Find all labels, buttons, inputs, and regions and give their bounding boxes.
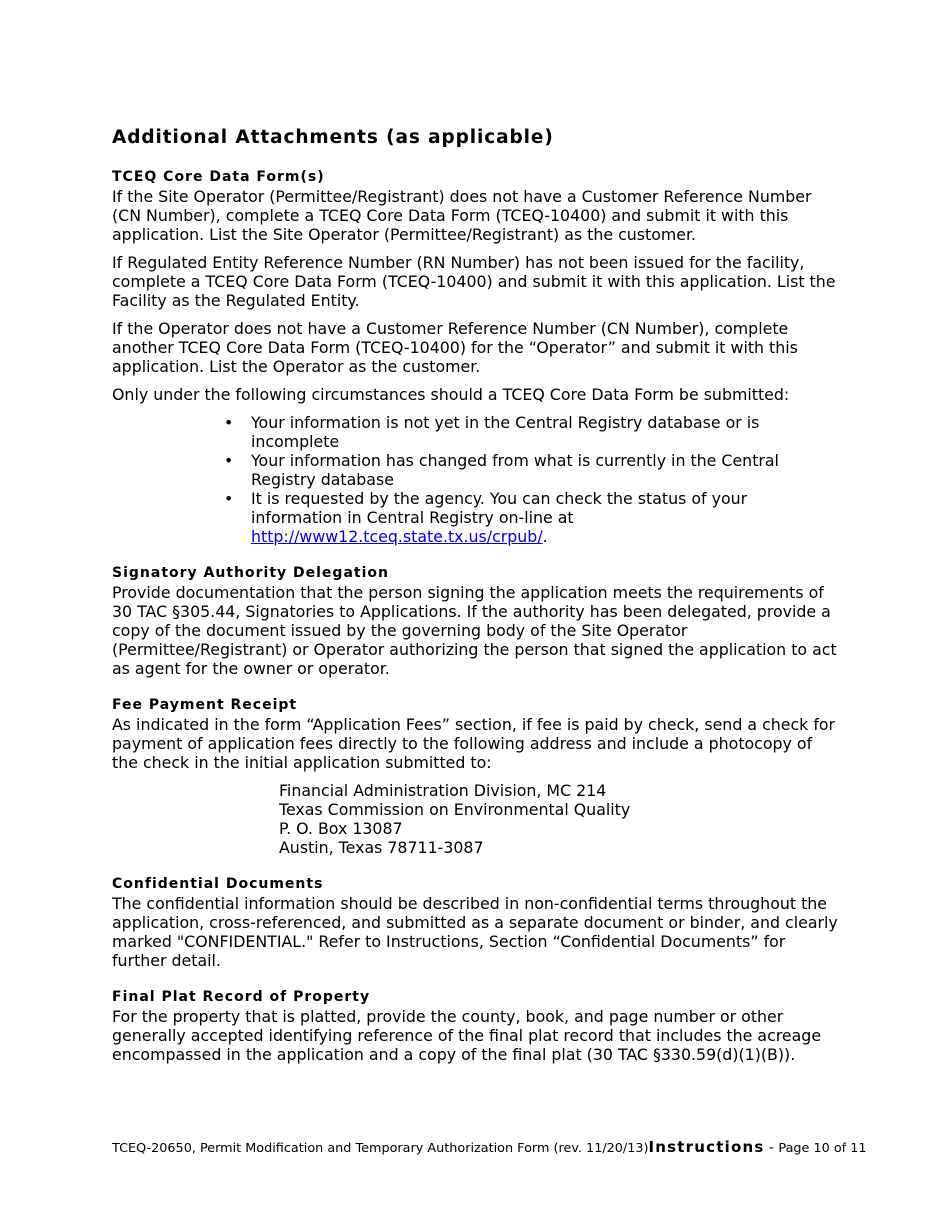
- link-suffix: .: [542, 527, 548, 546]
- page-footer: [112, 1138, 872, 1156]
- bullet-icon: •: [224, 413, 234, 432]
- page-title: Additional Attachments (as applicable): [112, 127, 554, 148]
- plat-section: [112, 988, 842, 1064]
- bullet-text: Your information is not yet in the Central Registry database or is incomplete: [251, 413, 760, 451]
- bullet-text: Your information has changed from what is currently in the Central Registry database: [251, 451, 779, 489]
- plat-heading: Final Plat Record of Property: [112, 989, 371, 1005]
- core-data-p2-wrap: [112, 253, 842, 310]
- footer-instructions: Instructions: [648, 1138, 765, 1156]
- bullet-text: It is requested by the agency. You can check the status of your information in Central Registry on-line at: [251, 489, 748, 527]
- core-data-p3-wrap: [112, 319, 842, 376]
- mailing-address: [112, 781, 842, 857]
- footer-separator: -: [764, 1140, 779, 1156]
- fee-paragraph: As indicated in the form “Application Fees” section, if fee is paid by check, send a check for payment of application fees directly to the following address and include a photocopy of the check in the initial application submitted to:: [112, 715, 836, 772]
- core-data-paragraph-1: If the Site Operator (Permittee/Registrant) does not have a Customer Reference Number (CN Number), complete a TCEQ Core Data Form (TCEQ-10400) and submit it with this application. List the Site Operator (Permittee/Registrant) as the customer.: [112, 187, 812, 244]
- core-data-paragraph-3: If the Operator does not have a Customer Reference Number (CN Number), complete another TCEQ Core Data Form (TCEQ-10400) for the “Operator” and submit it with this application. List the Operator as the customer.: [112, 319, 798, 376]
- list-item: [112, 489, 842, 546]
- core-data-heading: TCEQ Core Data Form(s): [112, 169, 325, 185]
- bullet-icon: •: [224, 451, 234, 470]
- address-line: Austin, Texas 78711-3087: [279, 838, 484, 857]
- signatory-paragraph: Provide documentation that the person signing the application meets the requirements of 30 TAC §305.44, Signatories to Applications. If the authority has been delegated, provide a copy of the document issued by the governing body of the Site Operator (Permittee/Registrant) or Operator authorizing the person that signed the application to act as agent for the owner or operator.: [112, 583, 837, 678]
- signatory-heading: Signatory Authority Delegation: [112, 565, 389, 581]
- fee-heading: Fee Payment Receipt: [112, 697, 298, 713]
- list-item: [112, 413, 842, 451]
- confidential-section: [112, 875, 842, 970]
- page-number: Page 10 of 11: [778, 1141, 867, 1156]
- central-registry-link[interactable]: http://www12.tceq.state.tx.us/crpub/: [251, 527, 543, 546]
- core-data-paragraph-4: Only under the following circumstances should a TCEQ Core Data Form be submitted:: [112, 385, 790, 404]
- list-item: [112, 451, 842, 489]
- core-data-p4-wrap: [112, 385, 842, 404]
- core-data-paragraph-2: If Regulated Entity Reference Number (RN Number) has not been issued for the facility, complete a TCEQ Core Data Form (TCEQ-10400) and submit it with this application. List the Facility as the Regulated Entity.: [112, 253, 836, 310]
- bullet-icon: •: [224, 489, 234, 508]
- plat-paragraph: For the property that is platted, provide the county, book, and page number or other generally accepted identifying reference of the final plat record that includes the acreage encompassed in the application and a copy of the final plat (30 TAC §330.59(d)(1)(B)).: [112, 1007, 822, 1064]
- address-line: Texas Commission on Environmental Quality: [279, 800, 631, 819]
- address-line: Financial Administration Division, MC 214: [279, 781, 607, 800]
- confidential-heading: Confidential Documents: [112, 876, 324, 892]
- core-data-section: [112, 168, 842, 244]
- address-line: P. O. Box 13087: [279, 819, 403, 838]
- signatory-section: [112, 564, 842, 678]
- footer-form-id: TCEQ-20650, Permit Modification and Temporary Authorization Form (rev. 11/20/13): [112, 1141, 649, 1156]
- core-data-bullet-list: [112, 413, 842, 546]
- fee-section: [112, 696, 842, 772]
- confidential-paragraph: The confidential information should be described in non-confidential terms throughout the application, cross-referenced, and submitted as a separate document or binder, and clearly marked "CONFIDENTIAL." Refer to Instructions, Section “Confidential Documents” for further detail.: [112, 894, 838, 970]
